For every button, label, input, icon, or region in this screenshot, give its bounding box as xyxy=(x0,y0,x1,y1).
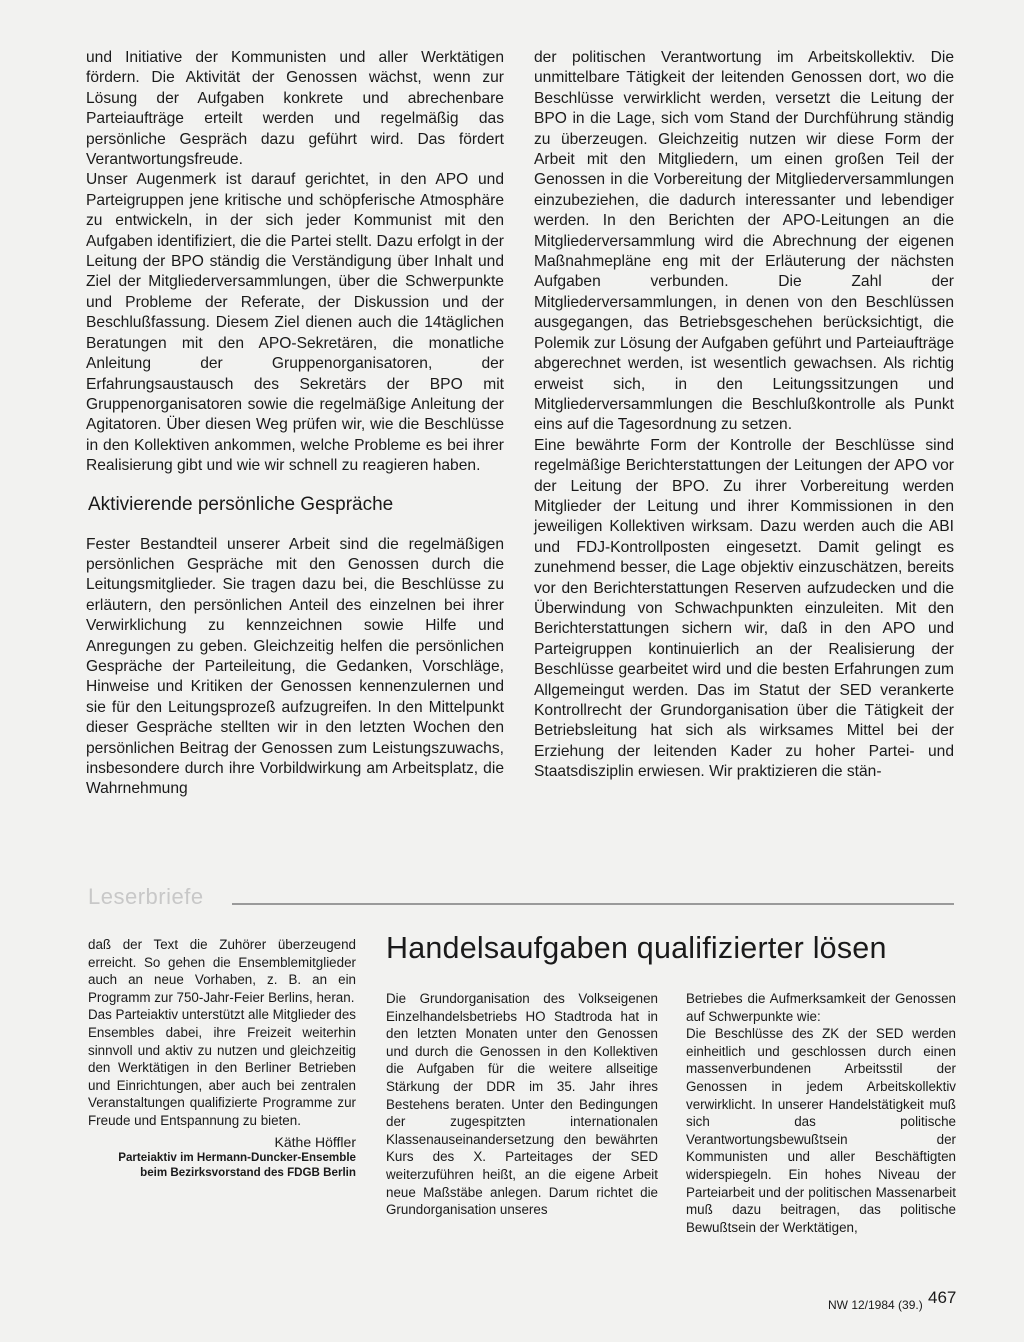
right-column xyxy=(534,48,954,783)
paragraph: Die Beschlüsse des ZK der SED werden einheitlich und geschlossen durch einen massenverbundenen Arbeitsstil der Genossen in jedem Arbeitskollektiv verwirklicht. In unserer Handelstätigkeit muß sich das politische Verantwortungsbewußtsein der Kommunisten und aller Beschäftigten widerspiegeln. Ein hohes Niveau der Parteiarbeit und der politischen Massenarbeit muß dazu beitragen, das politische Bewußtsein der Werktätigen, xyxy=(686,1026,956,1235)
paragraph: Die Grundorganisation des Volkseigenen Einzelhandelsbetriebs HO Stadtroda hat in den letzten Monaten unter den Genossen und durch die Genossen in den Kollektiven die Aufgaben für die weitere allseitige Stärkung der DDR im 35. Jahr ihres Bestehens beraten. Unter den Bedingungen der zugespitzten internationalen Klassenauseinandersetzung den bewährten Kurs des X. Parteitages der SED weiterzuführen heißt, an die eigene Arbeit neue Maßstäbe anlegen. Darum richtet die Grundorganisation unseres xyxy=(386,991,658,1218)
letter-affiliation: beim Bezirksvorstand des FDGB Berlin xyxy=(140,1165,356,1179)
section-divider xyxy=(232,903,954,905)
letter-signature: Käthe Höffler xyxy=(274,1133,356,1150)
article-column-2 xyxy=(686,990,956,1236)
reader-letter xyxy=(88,936,356,1180)
paragraph: und Initiative der Kommunisten und aller Werktätigen fördern. Die Aktivität der Genossen wächst, wenn zur Lösung der Aufgaben konkrete und abrechenbare Parteiaufträge erteilt werden und regelmäßig das persönliche Gespräch dazu geführt wird. Das fördert Verantwortungsfreude. xyxy=(86,49,504,169)
footer-issue: NW 12/1984 (39.) xyxy=(828,1298,923,1312)
paragraph: Fester Bestandteil unserer Arbeit sind die regelmäßigen persönlichen Gespräche mit den Genossen durch die Leitungsmitglieder. Sie tragen dazu bei, die Beschlüsse zu erläutern, den persönlichen Anteil des einzelnen bei ihrer Verwirklichung zu kennzeichnen sowie Hilfe und Anregungen zu geben. Gleichzeitig helfen die persönlichen Gespräche der Parteileitung, die Gedanken, Vorschläge, Hinweise und Kritiken der Genossen kennenzulernen und sie für den Leitungsprozeß aufzugreifen. In den Mittelpunkt dieser Gespräche stellten wir in den letzten Wochen den persönlichen Beitrag der Genossen zum Leistungszuwachs, insbesondere durch ihre Vorbildwirkung am Arbeitsplatz, die Wahrnehmung xyxy=(86,535,504,798)
left-column xyxy=(86,48,504,800)
paragraph: Das Parteiaktiv unterstützt alle Mitglieder des Ensembles dabei, ihre Freizeit weiterhin sinnvoll und aktiv zu nutzen und gleichzeitig den Werktätigen in den Berliner Betrieben und Einrichtungen, aber auch bei zentralen Veranstaltungen qualifizierte Programme zur Freude und Entspannung zu bieten. xyxy=(88,1007,356,1128)
paragraph: daß der Text die Zuhörer überzeugend erreicht. So gehen die Ensemblemitglieder auch an neue Vorhaben, z. B. an ein Programm zur 750-Jahr-Feier Berlins, heran. xyxy=(88,937,356,1005)
letter-affiliation: Parteiaktiv im Hermann-Duncker-Ensemble xyxy=(118,1151,356,1165)
section-label: Leserbriefe xyxy=(88,884,204,909)
page-number: 467 xyxy=(928,1288,957,1307)
subheading: Aktivierende persönliche Gespräche xyxy=(88,493,394,515)
paragraph: Betriebes die Aufmerksamkeit der Genossen auf Schwerpunkte wie: xyxy=(686,991,956,1024)
article-headline: Handelsaufgaben qualifizierter lösen xyxy=(386,931,887,965)
paragraph: Unser Augenmerk ist darauf gerichtet, in den APO und Parteigruppen jene kritische und schöpferische Atmosphäre zu entwickeln, in der sich jeder Kommunist mit den Aufgaben identifiziert, die die Partei stellt. Dazu erfolgt in der Leitung der BPO ständig die Verständigung über Inhalt und Ziel der Mitgliederversammlungen, über die Schwerpunkte und Probleme der Referate, der Diskussion und der Beschlußfassung. Diesem Ziel dienen auch die 14täglichen Beratungen mit den APO-Sekretären, die monatliche Anleitung der Gruppenorganisatoren, der Erfahrungsaustausch des Sekretärs der BPO mit Gruppenorganisatoren sowie die regelmäßige Anleitung der Agitatoren. Über diesen Weg prüfen wir, wie die Beschlüsse in den Kollektiven ankommen, welche Probleme es bei ihrer Realisierung gibt und wie wir schnell zu reagieren haben. xyxy=(86,171,504,475)
paragraph: Eine bewährte Form der Kontrolle der Beschlüsse sind regelmäßige Berichterstattungen der Leitungen der APO vor der Leitung der BPO. Zu ihrer Vorbereitung werden Mitglieder der Leitung und ihrer Kommissionen in den jeweiligen Kollektiven wirksam. Dazu werden auch die ABI und FDJ-Kontrollposten eingesetzt. Damit gelingt es zunehmend besser, die Lage objektiv einzuschätzen, bereits vor den Berichterstattungen Reserven aufzudecken und die Überwindung von Schwachpunkten einzuleiten. Mit den Berichterstattungen sichern wir, daß in den APO und Parteigruppen kontinuierlich an der Realisierung der Beschlüsse gearbeitet wird und die besten Erfahrungen zum Allgemeingut werden. Das im Statut der SED verankerte Kontrollrecht der Grundorganisation über die Tätigkeit der Betriebsleitung hat sich als wirksames Mittel bei der Erziehung der leitenden Kader zu hoher Partei- und Staatsdisziplin erwiesen. Wir praktizieren die stän- xyxy=(534,436,954,781)
paragraph: der politischen Verantwortung im Arbeitskollektiv. Die unmittelbare Tätigkeit der leitenden Genossen dort, wo die Beschlüsse verwirklicht werden, versetzt die Leitung der BPO in die Lage, sich vom Stand der Durchführung ständig zu überzeugen. Gleichzeitig nutzen wir diese Form der Arbeit mit den Mitgliedern, um einen großen Teil der Genossen in die Vorbereitung der Mitgliederversammlungen einzubeziehen, die dadurch interessanter und lebendiger werden. In den Berichten der APO-Leitungen an die Mitgliederversammlung wird die Abrechnung der eigenen Maßnahmepläne eng mit der Erläuterung der nächsten Aufgaben verbunden. Die Zahl der Mitgliederversammlungen, in denen von den Beschlüssen ausgegangen, das Betriebsgeschehen berücksichtigt, die Polemik zur Lösung der Aufgaben geführt und Parteiaufträge abgerechnet werden, ist wesentlich gewachsen. Als richtig erweist sich, in den Leitungssitzungen und Mitgliederversammlungen die Beschlußkontrolle als Punkt eins auf die Tagesordnung zu setzen. xyxy=(534,49,954,434)
article-column-1 xyxy=(386,990,658,1219)
